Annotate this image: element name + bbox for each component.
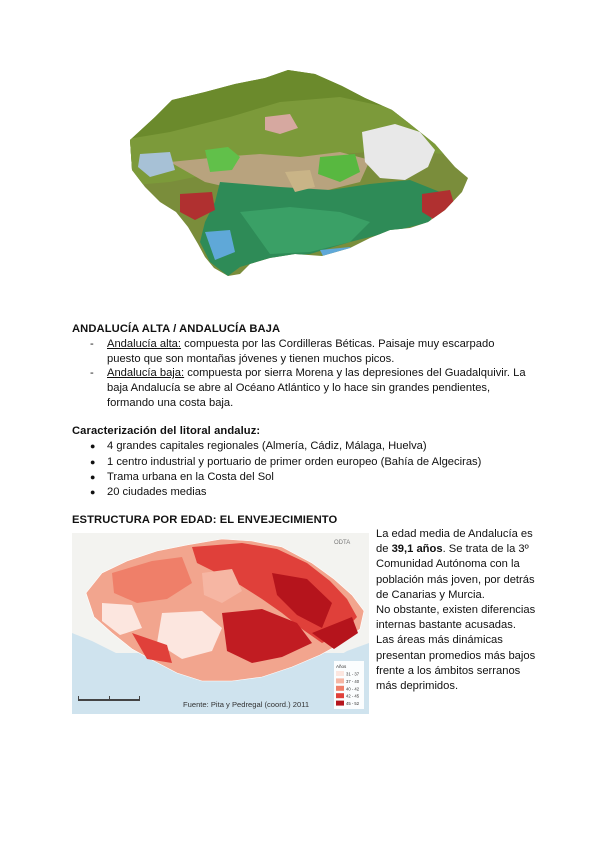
section-title-alta-baja: ANDALUCÍA ALTA / ANDALUCÍA BAJA [72, 323, 281, 335]
dash-marker: - [90, 338, 94, 350]
map-corner-label: ODTA [334, 540, 351, 546]
relief-map-andalucia [110, 62, 475, 282]
map-source: Fuente: Pita y Pedregal (coord.) 2011 [183, 700, 310, 709]
legend-swatch [336, 678, 344, 683]
list-item: - Andalucía baja: compuesta por sierra Morena y las depresiones del Guadalquivir. La baja Andalucía se abre al Océano Atlántico y lo hace sin grandes pendientes, formando una costa baja. [90, 367, 526, 409]
legend-label: 37 - 40 [346, 678, 360, 684]
legend-label: 45 - 52 [346, 701, 360, 707]
legend-label: 31 - 37 [346, 671, 360, 677]
legend-swatch [336, 671, 344, 676]
section-title-litoral: Caracterización del litoral andaluz: [72, 425, 261, 437]
legend-title: Años [336, 664, 347, 669]
legend-label: 42 - 45 [346, 693, 360, 699]
term-andalucia-baja: Andalucía baja: [107, 367, 185, 379]
bullet-icon: ● [90, 487, 96, 497]
age-description [376, 527, 536, 694]
paragraph-age-mean: La edad media de Andalucía es de 39,1 años. Se trata de la 3º Comunidad Autónoma con la población más joven, por detrás de Canarias y Murcia. [376, 528, 535, 601]
map-legend [334, 661, 364, 709]
bullet-icon: ● [90, 472, 96, 482]
legend-swatch [336, 701, 344, 706]
bullet-icon: ● [90, 441, 96, 451]
legend-swatch [336, 686, 344, 691]
list-item: - Andalucía alta: compuesta por las Cordilleras Béticas. Paisaje muy escarpado puesto que son montañas jóvenes y tienen muchos picos. [90, 338, 495, 365]
age-map-andalucia [72, 533, 369, 714]
bullet-icon: ● [90, 457, 96, 467]
section-title-edad: ESTRUCTURA POR EDAD: EL ENVEJECIMIENTO [72, 514, 338, 526]
legend-label: 40 - 42 [346, 686, 360, 692]
paragraph-differences: No obstante, existen diferencias internas bastante acusadas. Las áreas más dinámicas presentan promedios más bajos frente a los ámbitos serranos más deprimidos. [376, 604, 536, 693]
dash-marker: - [90, 367, 94, 379]
term-andalucia-alta: Andalucía alta: [107, 338, 182, 350]
legend-swatch [336, 693, 344, 698]
age-value: 39,1 años [391, 543, 443, 556]
